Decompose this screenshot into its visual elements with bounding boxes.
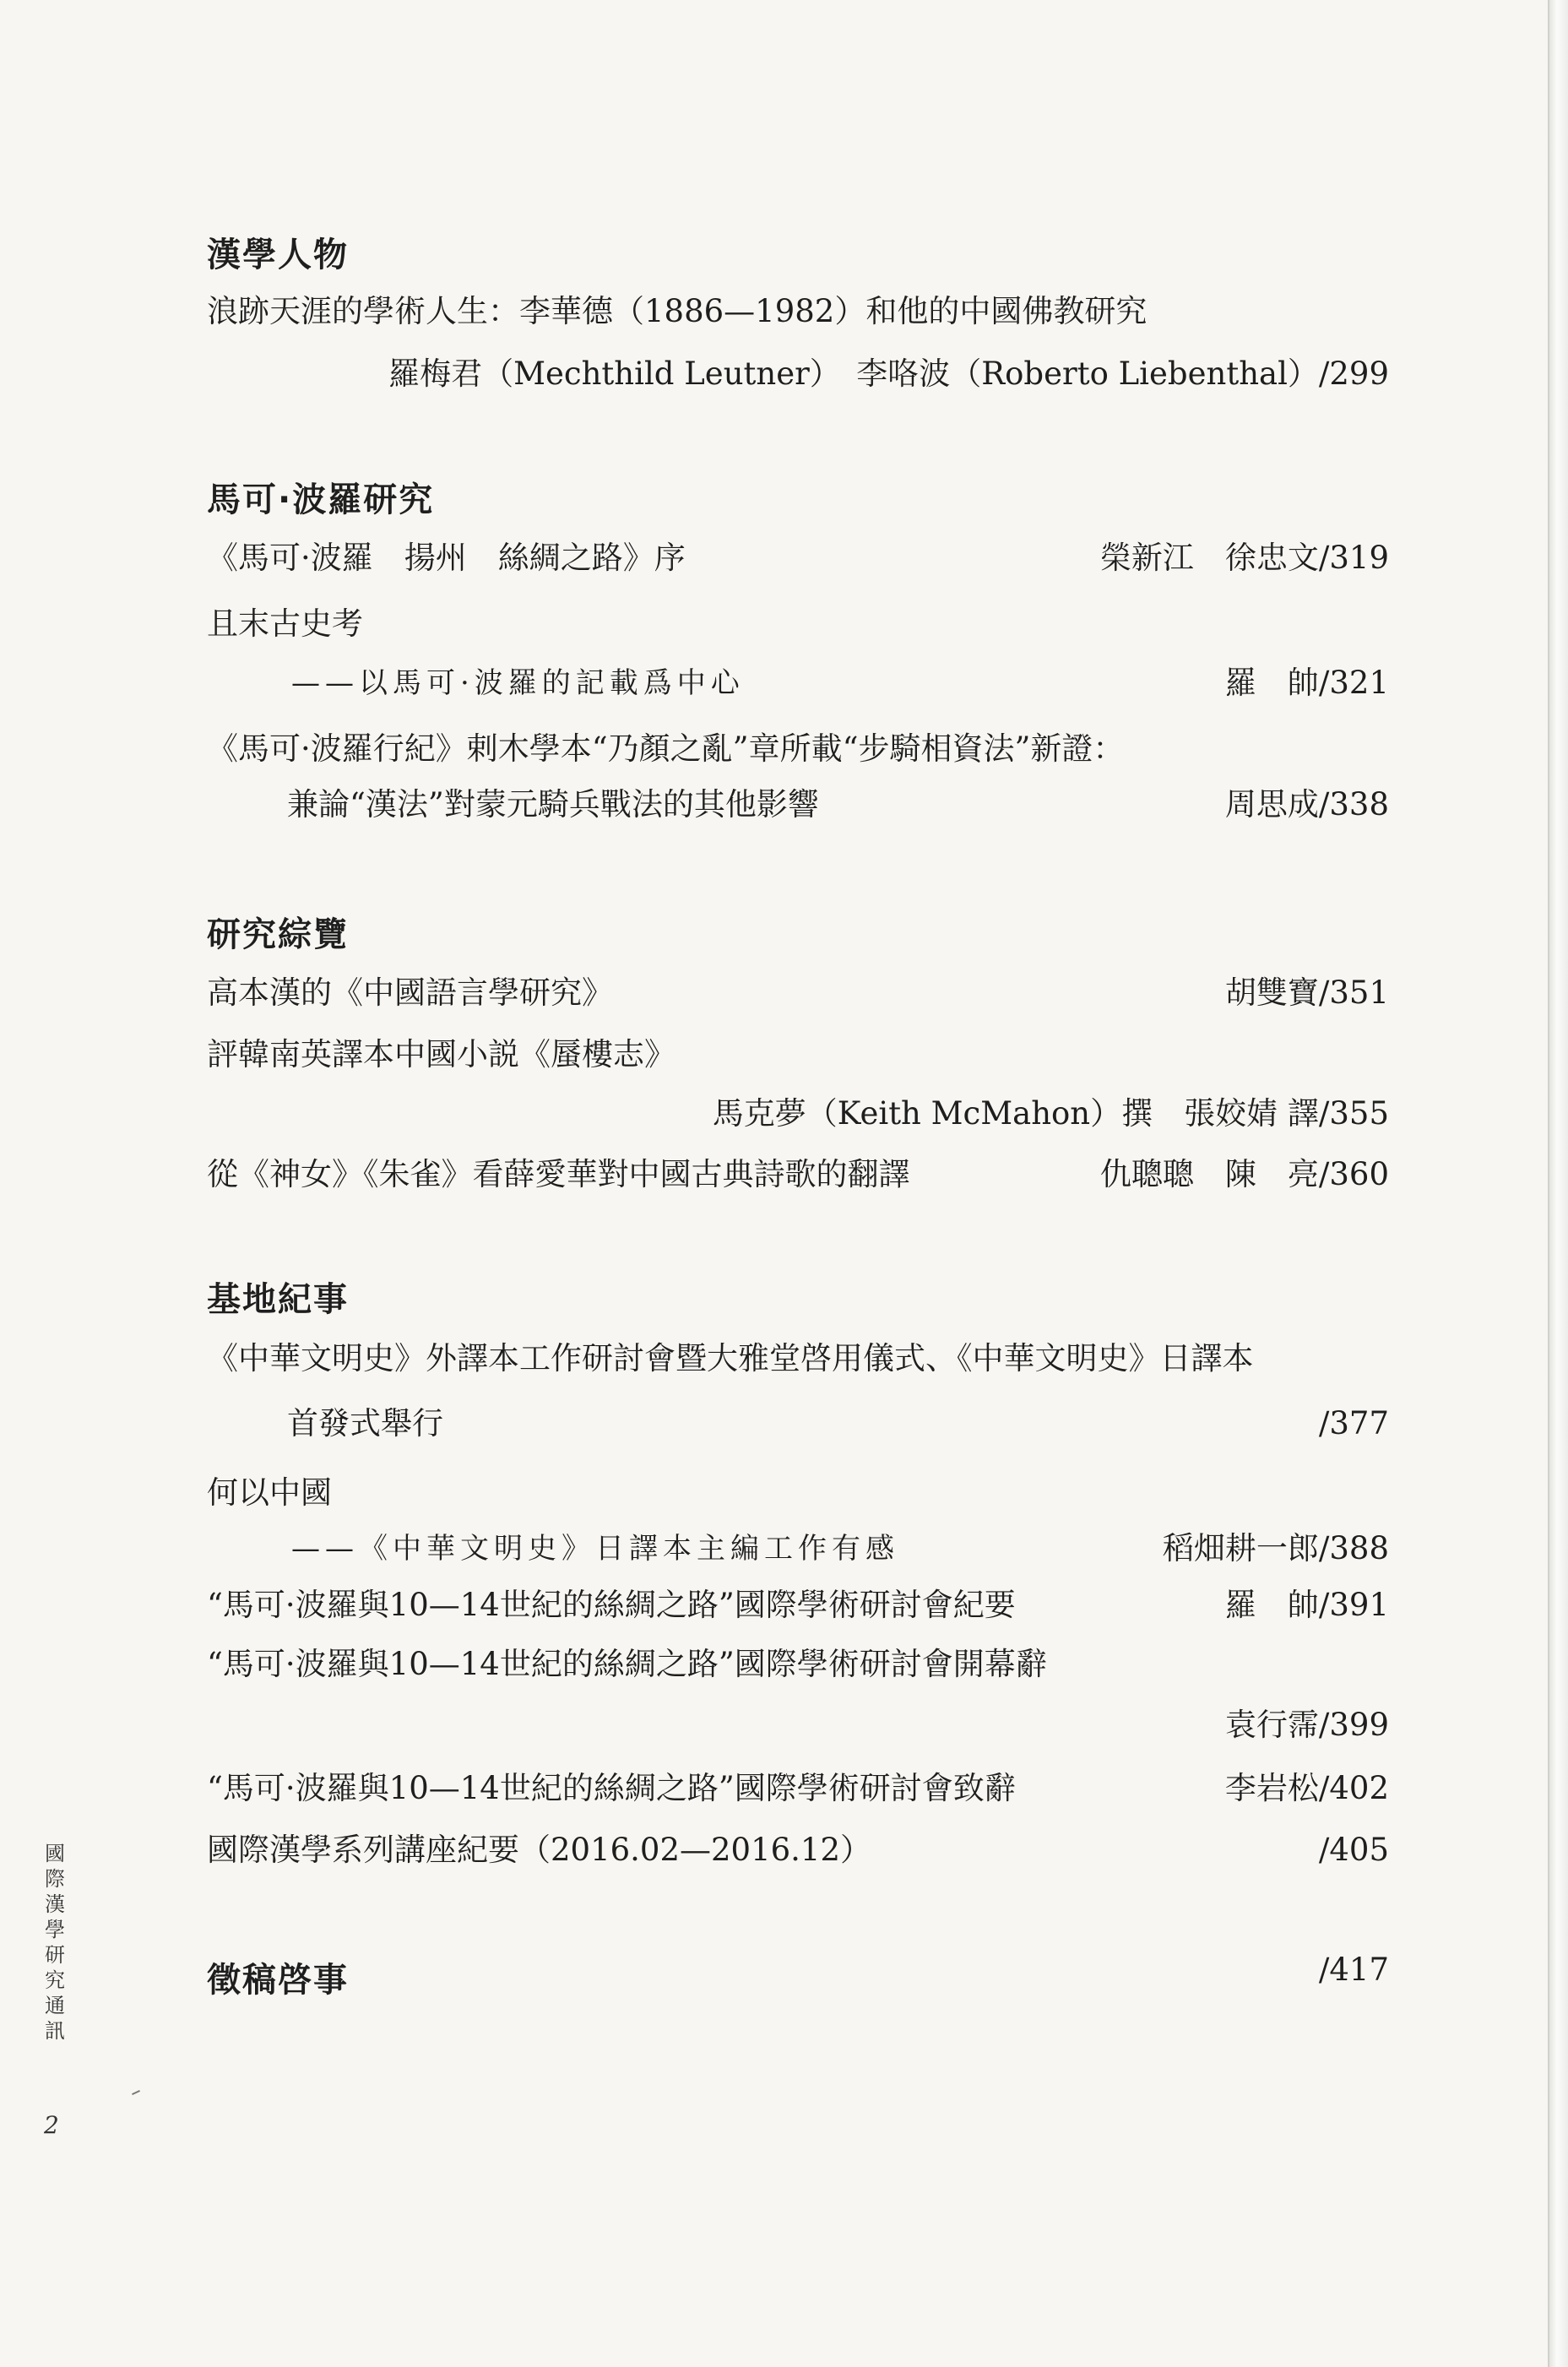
page-edge	[1549, 0, 1568, 2367]
entry-title: “馬可·波羅與10—14世紀的絲綢之路”國際學術研討會紀要	[207, 1587, 1016, 1623]
page-number: 2	[44, 2111, 59, 2139]
section-heading-1: 漢學人物	[207, 236, 349, 274]
entry-title: 國際漢學系列講座紀要（2016.02—2016.12）	[207, 1832, 872, 1868]
entry-author: 李岩松/402	[1224, 1770, 1389, 1806]
toc-entry[interactable]	[207, 1398, 1389, 1450]
toc-entry[interactable]	[207, 1638, 1389, 1691]
entry-author: 馬克夢（Keith McMahon）撰 張姣婧 譯/355	[712, 1095, 1389, 1132]
entry-author: 稻畑耕一郎/388	[1162, 1530, 1389, 1566]
entry-subtitle: ——《中華文明史》日譯本主編工作有感	[291, 1532, 899, 1566]
toc-entry[interactable]	[207, 285, 1389, 338]
toc-entry[interactable]	[207, 1333, 1389, 1385]
entry-title: 從《神女》《朱雀》看薛愛華對中國古典詩歌的翻譯	[207, 1156, 910, 1192]
entry-title: 浪跡天涯的學術人生：李華德（1886—1982）和他的中國佛教研究	[207, 293, 1148, 329]
entry-title: 《馬可·波羅行紀》剌木學本“乃顏之亂”章所載“步騎相資法”新證：	[207, 730, 1125, 767]
entry-author: 羅 帥/391	[1224, 1587, 1389, 1623]
entry-author: /377	[1318, 1405, 1389, 1441]
entry-author: /405	[1318, 1832, 1389, 1868]
toc-entry[interactable]	[207, 779, 1389, 831]
entry-author: 胡雙寶/351	[1224, 974, 1389, 1011]
stray-mark	[132, 2090, 140, 2095]
entry-title: 《馬可·波羅 揚州 絲綢之路》序	[207, 540, 686, 576]
entry-title: “馬可·波羅與10—14世紀的絲綢之路”國際學術研討會開幕辭	[207, 1646, 1047, 1682]
toc-entry[interactable]	[207, 1523, 1389, 1575]
toc-entry[interactable]	[207, 598, 1389, 650]
toc-entry[interactable]	[207, 1148, 1389, 1201]
toc-entry[interactable]	[207, 1088, 1389, 1140]
toc-entry[interactable]	[207, 1824, 1389, 1876]
entry-title: 評韓南英譯本中國小説《蜃樓志》	[207, 1036, 675, 1072]
entry-title: “馬可·波羅與10—14世紀的絲綢之路”國際學術研討會致辭	[207, 1770, 1016, 1806]
toc-entry[interactable]	[207, 1467, 1389, 1519]
toc-entry[interactable]	[207, 1944, 1389, 1996]
journal-side-title: 國際漢學研究通訊	[45, 1842, 65, 2043]
entry-author: 榮新江 徐忠文/319	[1099, 540, 1389, 576]
entry-subtitle: ——以馬可·波羅的記載爲中心	[291, 666, 745, 700]
entry-title: 且末古史考	[207, 605, 363, 642]
entry-author: 仇聰聰 陳 亮/360	[1099, 1156, 1389, 1192]
toc-entry[interactable]	[207, 1762, 1389, 1815]
section-heading-5: 徵稿啓事	[207, 1961, 349, 2000]
entry-title: 《中華文明史》外譯本工作研討會暨大雅堂啓用儀式、《中華文明史》日譯本	[207, 1340, 1254, 1376]
toc-entry[interactable]	[207, 1029, 1389, 1081]
entry-title: 首發式舉行	[287, 1405, 443, 1441]
toc-entry[interactable]	[207, 967, 1389, 1019]
entry-author: 羅 帥/321	[1224, 665, 1389, 701]
entry-subtitle: 兼論“漢法”對蒙元騎兵戰法的其他影響	[287, 786, 819, 822]
section-heading-3: 研究綜覽	[207, 915, 349, 954]
section-heading-4: 基地紀事	[207, 1280, 349, 1319]
entry-title: 高本漢的《中國語言學研究》	[207, 974, 613, 1011]
toc-entry[interactable]	[207, 348, 1389, 400]
toc-entry[interactable]	[207, 657, 1389, 709]
entry-title: 何以中國	[207, 1474, 332, 1511]
entry-author: 周思成/338	[1224, 786, 1389, 822]
section-heading-2: 馬可·波羅研究	[207, 480, 435, 519]
toc-entry[interactable]	[207, 723, 1389, 775]
toc-entry[interactable]	[207, 532, 1389, 584]
toc-entry[interactable]	[207, 1699, 1389, 1751]
entry-author: 羅梅君（Mechthild Leutner） 李咯波（Roberto Liebenthal）/299	[388, 356, 1389, 392]
entry-author: 袁行霈/399	[1224, 1707, 1389, 1743]
toc-entry[interactable]	[207, 1579, 1389, 1631]
entry-author: /417	[1318, 1952, 1389, 1988]
